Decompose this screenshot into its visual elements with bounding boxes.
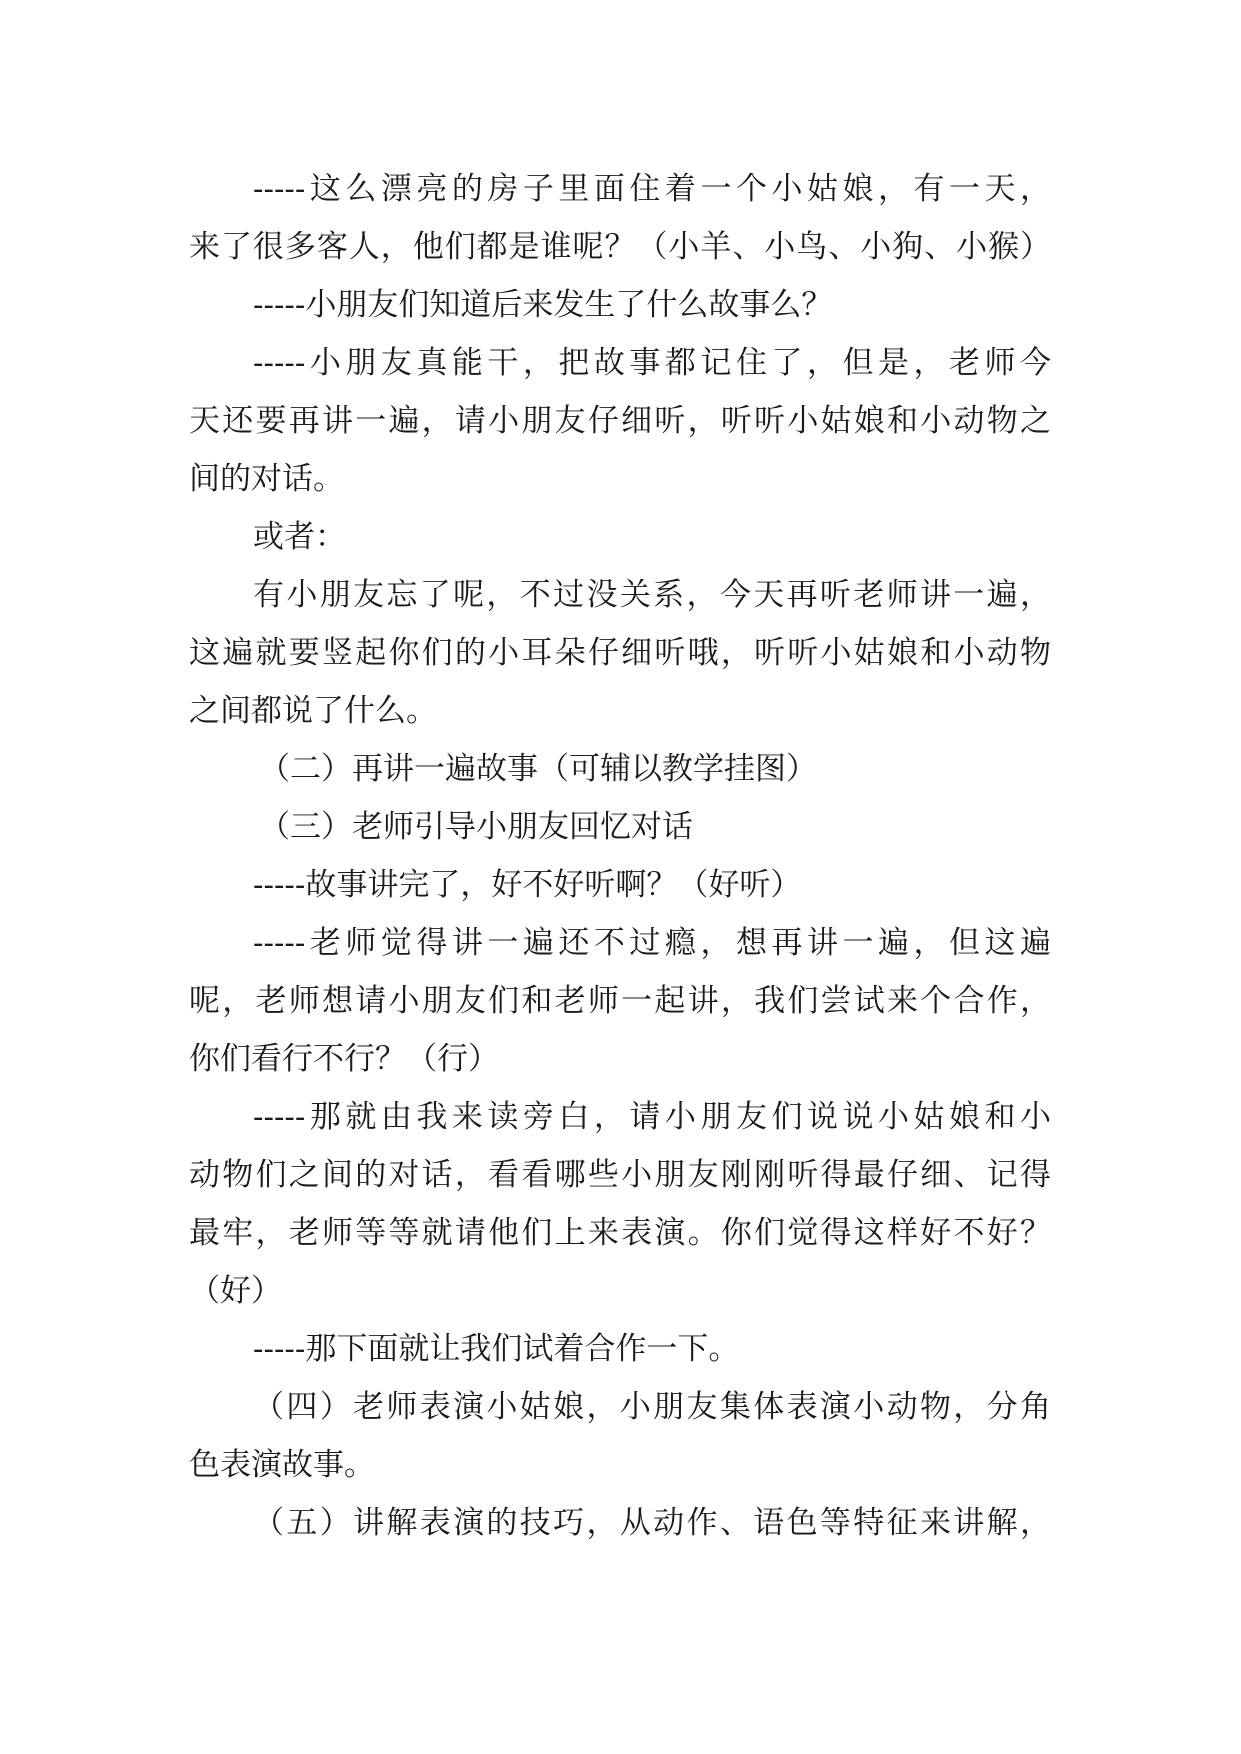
text-line: -----那下面就让我们试着合作一下。 [253, 1331, 740, 1367]
text-line: 或者： [253, 519, 346, 555]
document-body [189, 160, 1051, 1552]
text-line: -----老师觉得讲一遍还不过瘾，想再讲一遍，但这遍 [253, 925, 1051, 961]
section-heading: （三）老师引导小朋友回忆对话 [259, 809, 693, 845]
section-heading: （四）老师表演小姑娘，小朋友集体表演小动物，分角 [253, 1389, 1051, 1425]
text-line: -----小朋友们知道后来发生了什么故事么？ [253, 287, 833, 323]
text-line: 最牢，老师等等就请他们上来表演。你们觉得这样好不好？ [189, 1215, 1051, 1251]
text-line: -----那就由我来读旁白，请小朋友们说说小姑娘和小 [253, 1099, 1051, 1135]
text-line: 有小朋友忘了呢，不过没关系，今天再听老师讲一遍， [253, 577, 1051, 613]
section-heading: （五）讲解表演的技巧，从动作、语色等特征来讲解， [253, 1505, 1051, 1541]
text-line: -----故事讲完了，好不好听啊？（好听） [253, 867, 802, 903]
text-line: -----小朋友真能干，把故事都记住了，但是，老师今 [253, 345, 1051, 381]
text-line: 色表演故事。 [189, 1447, 375, 1483]
text-line: （好） [189, 1273, 282, 1309]
text-line: 动物们之间的对话，看看哪些小朋友刚刚听得最仔细、记得 [189, 1157, 1051, 1193]
text-line: -----这么漂亮的房子里面住着一个小姑娘，有一天， [253, 171, 1051, 207]
text-line: 间的对话。 [189, 461, 344, 497]
text-line: 之间都说了什么。 [189, 693, 437, 729]
text-line: 这遍就要竖起你们的小耳朵仔细听哦，听听小姑娘和小动物 [189, 635, 1051, 671]
section-heading: （二）再讲一遍故事（可辅以教学挂图） [259, 751, 817, 787]
text-line: 你们看行不行？（行） [189, 1041, 499, 1077]
text-line: 来了很多客人，他们都是谁呢？（小羊、小鸟、小狗、小猴） [189, 229, 1051, 265]
text-line: 天还要再讲一遍，请小朋友仔细听，听听小姑娘和小动物之 [189, 403, 1051, 439]
text-line: 呢，老师想请小朋友们和老师一起讲，我们尝试来个合作， [189, 983, 1051, 1019]
